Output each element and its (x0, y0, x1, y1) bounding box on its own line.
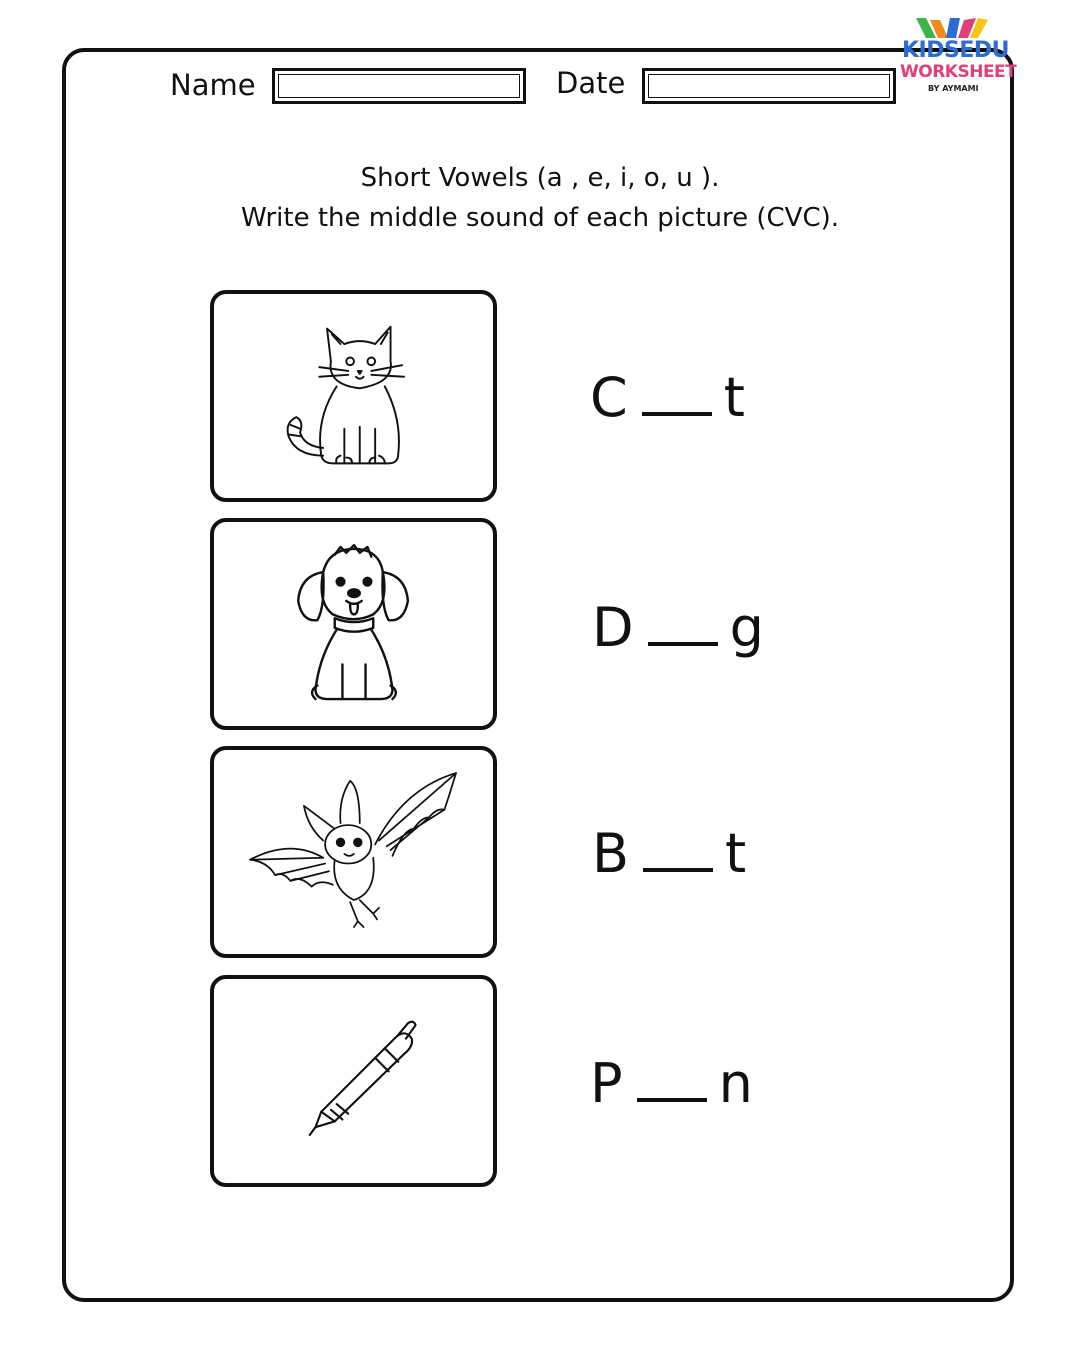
word-last-letter: t (723, 366, 745, 429)
word-pen (590, 1052, 753, 1115)
bat-icon (214, 750, 493, 954)
word-bat (592, 822, 746, 885)
word-first-letter: D (592, 596, 634, 659)
logo-line1-text: KIDSEDU (902, 38, 1009, 63)
picture-card-pen (210, 975, 497, 1187)
logo-line1 (902, 38, 1009, 63)
logo-line2 (900, 62, 1016, 82)
word-last-letter: g (729, 596, 764, 659)
answer-blank[interactable] (642, 408, 712, 416)
instructions (0, 158, 1080, 238)
word-cat (590, 366, 745, 429)
answer-blank[interactable] (648, 638, 718, 646)
word-dog (592, 596, 764, 659)
date-label: Date (556, 66, 626, 100)
word-last-letter: t (725, 822, 747, 885)
answer-blank[interactable] (643, 864, 713, 872)
logo-line3: BY AYMAMI (928, 84, 979, 93)
picture-card-dog (210, 518, 497, 730)
name-field[interactable] (272, 68, 526, 104)
word-first-letter: B (592, 822, 630, 885)
dog-icon (214, 522, 493, 726)
word-first-letter: C (590, 366, 628, 429)
answer-blank[interactable] (637, 1094, 707, 1102)
instructions-line2: Write the middle sound of each picture (CVC). (240, 203, 840, 233)
cat-icon (214, 294, 493, 498)
date-field[interactable] (642, 68, 896, 104)
pen-icon (214, 979, 493, 1183)
brand-logo (898, 14, 1017, 104)
name-label: Name (170, 68, 256, 102)
instructions-line1: Short Vowels (a , e, i, o, u ). (360, 163, 720, 193)
picture-card-cat (210, 290, 497, 502)
picture-card-bat (210, 746, 497, 958)
word-last-letter: n (718, 1052, 753, 1115)
word-first-letter: P (590, 1052, 623, 1115)
logo-line2-text: WORKSHEET (900, 62, 1017, 82)
